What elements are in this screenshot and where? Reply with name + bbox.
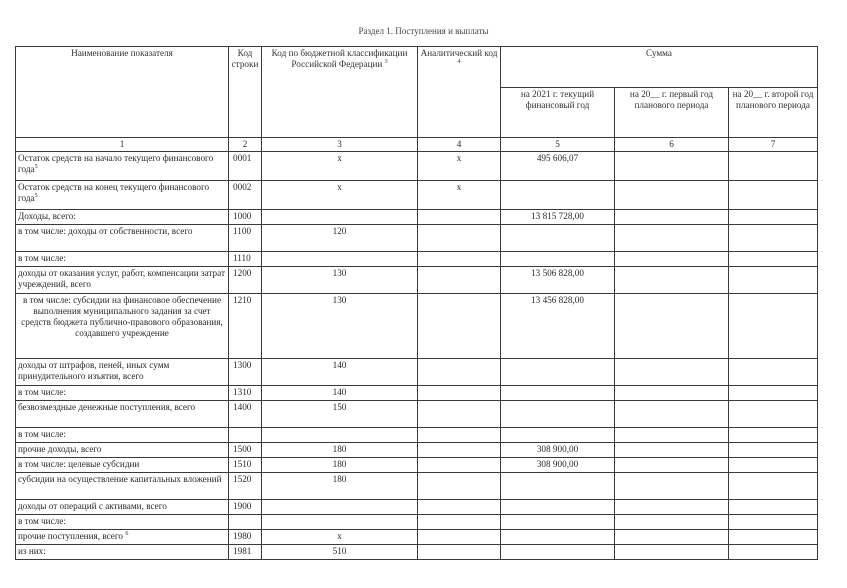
row-sum-year1	[501, 252, 615, 267]
row-code: 1900	[229, 500, 262, 515]
row-budget-code: 130	[262, 294, 418, 359]
row-name: Доходы, всего:	[16, 210, 229, 225]
row-analytic-code	[418, 500, 501, 515]
row-sum-year3	[729, 428, 818, 443]
row-sum-year2	[615, 458, 729, 473]
row-code: 1200	[229, 267, 262, 294]
row-sum-year3	[729, 443, 818, 458]
column-number: 1	[16, 138, 229, 152]
row-sum-year2	[615, 181, 729, 210]
row-sum-year2	[615, 252, 729, 267]
row-sum-year2	[615, 294, 729, 359]
row-code	[229, 428, 262, 443]
table-row	[16, 473, 818, 500]
row-budget-code	[262, 500, 418, 515]
table-row	[16, 386, 818, 401]
row-sum-year2	[615, 473, 729, 500]
table-row	[16, 401, 818, 428]
row-analytic-code	[418, 225, 501, 252]
row-budget-code: 180	[262, 443, 418, 458]
receipts-payments-table	[15, 46, 818, 560]
table-row	[16, 515, 818, 530]
footnote-marker: 3	[384, 59, 388, 66]
row-sum-year2	[615, 386, 729, 401]
row-budget-code	[262, 428, 418, 443]
table-row	[16, 225, 818, 252]
row-sum-year1	[501, 386, 615, 401]
row-budget-code: 130	[262, 267, 418, 294]
column-number: 2	[229, 138, 262, 152]
table-row	[16, 359, 818, 386]
row-analytic-code	[418, 386, 501, 401]
header-sum-year1: на 2021 г. текущий финансовый год	[501, 88, 615, 138]
row-sum-year2	[615, 515, 729, 530]
row-sum-year3	[729, 252, 818, 267]
row-name: в том числе: доходы от собственности, всего	[16, 225, 229, 252]
row-sum-year3	[729, 386, 818, 401]
row-budget-code: 140	[262, 359, 418, 386]
row-analytic-code	[418, 359, 501, 386]
row-budget-code: 180	[262, 458, 418, 473]
row-sum-year3	[729, 401, 818, 428]
row-name: в том числе:	[16, 252, 229, 267]
row-code: 0002	[229, 181, 262, 210]
row-sum-year1	[501, 359, 615, 386]
row-budget-code: 120	[262, 225, 418, 252]
row-code: 1520	[229, 473, 262, 500]
row-sum-year2	[615, 401, 729, 428]
row-budget-code: 510	[262, 545, 418, 560]
row-code: 1000	[229, 210, 262, 225]
row-analytic-code: х	[418, 181, 501, 210]
column-number: 6	[615, 138, 729, 152]
row-sum-year2	[615, 530, 729, 545]
row-budget-code: х	[262, 181, 418, 210]
row-sum-year1	[501, 515, 615, 530]
row-analytic-code	[418, 267, 501, 294]
row-sum-year3	[729, 225, 818, 252]
row-analytic-code: х	[418, 152, 501, 181]
row-analytic-code	[418, 458, 501, 473]
row-analytic-code	[418, 443, 501, 458]
row-analytic-code	[418, 210, 501, 225]
row-name: безвозмездные денежные поступления, всего	[16, 401, 229, 428]
table-row	[16, 530, 818, 545]
row-name: в том числе:	[16, 428, 229, 443]
column-number: 4	[418, 138, 501, 152]
header-sum-year2: на 20__ г. первый год планового периода	[615, 88, 729, 138]
row-sum-year1: 13 815 728,00	[501, 210, 615, 225]
header-name: Наименование показателя	[16, 47, 229, 138]
row-budget-code: 150	[262, 401, 418, 428]
row-budget-code	[262, 515, 418, 530]
footnote-marker: 4	[457, 59, 461, 66]
table-row	[16, 428, 818, 443]
row-code: 1400	[229, 401, 262, 428]
row-name: в том числе: целевые субсидии	[16, 458, 229, 473]
row-name: доходы от оказания услуг, работ, компенсации затрат учреждений, всего	[16, 267, 229, 294]
header-code: Код строки	[229, 47, 262, 138]
row-name: в том числе:	[16, 515, 229, 530]
row-name: в том числе:	[16, 386, 229, 401]
row-budget-code: х	[262, 530, 418, 545]
row-sum-year3	[729, 500, 818, 515]
row-sum-year3	[729, 530, 818, 545]
row-sum-year1	[501, 225, 615, 252]
row-sum-year1	[501, 401, 615, 428]
row-code: 1981	[229, 545, 262, 560]
table-row	[16, 267, 818, 294]
row-sum-year1: 308 900,00	[501, 458, 615, 473]
row-sum-year3	[729, 181, 818, 210]
row-sum-year3	[729, 210, 818, 225]
row-sum-year2	[615, 210, 729, 225]
row-budget-code: 140	[262, 386, 418, 401]
row-sum-year3	[729, 359, 818, 386]
row-name: в том числе: субсидии на финансовое обеспечение выполнения муниципального задания за счет средств бюджета публично-правового образования, создавшего учреждение	[16, 294, 229, 359]
row-sum-year2	[615, 545, 729, 560]
row-budget-code	[262, 210, 418, 225]
row-sum-year3	[729, 152, 818, 181]
table-row	[16, 500, 818, 515]
table-row	[16, 181, 818, 210]
row-sum-year2	[615, 152, 729, 181]
row-sum-year1: 13 506 828,00	[501, 267, 615, 294]
header-budget-code: Код по бюджетной классификации Российской Федерации $^3$	[262, 47, 418, 138]
column-number: 3	[262, 138, 418, 152]
row-sum-year1	[501, 473, 615, 500]
row-analytic-code	[418, 428, 501, 443]
row-name: доходы от операций с активами, всего	[16, 500, 229, 515]
row-sum-year3	[729, 545, 818, 560]
row-sum-year1	[501, 545, 615, 560]
row-name: субсидии на осуществление капитальных вложений	[16, 473, 229, 500]
footnote-marker: 5	[34, 164, 38, 171]
row-sum-year1	[501, 500, 615, 515]
row-budget-code: 180	[262, 473, 418, 500]
table-row	[16, 210, 818, 225]
row-analytic-code	[418, 515, 501, 530]
row-analytic-code	[418, 252, 501, 267]
header-analytic-code: Аналитический код $^4$	[418, 47, 501, 138]
row-analytic-code	[418, 401, 501, 428]
row-code: 1110	[229, 252, 262, 267]
table-row	[16, 294, 818, 359]
column-numbers-row	[16, 138, 818, 152]
row-sum-year2	[615, 443, 729, 458]
row-code: 1300	[229, 359, 262, 386]
row-name: Остаток средств на начало текущего финансового года$^5$	[16, 152, 229, 181]
row-sum-year2	[615, 500, 729, 515]
row-budget-code	[262, 252, 418, 267]
table-row	[16, 252, 818, 267]
table-row	[16, 152, 818, 181]
header-sum-year3: на 20__ г. второй год планового периода	[729, 88, 818, 138]
footnote-marker: 5	[34, 193, 38, 200]
row-sum-year3	[729, 473, 818, 500]
row-code: 1510	[229, 458, 262, 473]
row-code: 0001	[229, 152, 262, 181]
row-code: 1980	[229, 530, 262, 545]
row-sum-year2	[615, 267, 729, 294]
row-sum-year2	[615, 428, 729, 443]
row-budget-code: х	[262, 152, 418, 181]
row-code	[229, 515, 262, 530]
row-name: прочие доходы, всего	[16, 443, 229, 458]
row-sum-year2	[615, 359, 729, 386]
footnote-marker: 6	[125, 531, 129, 537]
row-sum-year1: 495 606,07	[501, 152, 615, 181]
row-analytic-code	[418, 473, 501, 500]
row-sum-year3	[729, 267, 818, 294]
section-title: Раздел 1. Поступления и выплаты	[358, 26, 489, 36]
row-sum-year3	[729, 515, 818, 530]
header-sum: Сумма	[501, 47, 818, 88]
row-sum-year3	[729, 458, 818, 473]
column-number: 5	[501, 138, 615, 152]
row-sum-year1	[501, 181, 615, 210]
row-analytic-code	[418, 545, 501, 560]
row-name: Остаток средств на конец текущего финансового года$^5$	[16, 181, 229, 210]
row-sum-year2	[615, 225, 729, 252]
row-sum-year1: 308 900,00	[501, 443, 615, 458]
table-row	[16, 443, 818, 458]
table-row	[16, 458, 818, 473]
row-name: доходы от штрафов, пеней, иных сумм принудительного изъятия, всего	[16, 359, 229, 386]
column-number: 7	[729, 138, 818, 152]
row-code: 1210	[229, 294, 262, 359]
row-name: из них:	[16, 545, 229, 560]
row-analytic-code	[418, 530, 501, 545]
row-sum-year1	[501, 428, 615, 443]
row-analytic-code	[418, 294, 501, 359]
row-sum-year3	[729, 294, 818, 359]
row-name: прочие поступления, всего $^6$	[16, 530, 229, 545]
row-code: 1100	[229, 225, 262, 252]
row-code: 1500	[229, 443, 262, 458]
row-sum-year1: 13 456 828,00	[501, 294, 615, 359]
table-row	[16, 545, 818, 560]
row-code: 1310	[229, 386, 262, 401]
row-sum-year1	[501, 530, 615, 545]
